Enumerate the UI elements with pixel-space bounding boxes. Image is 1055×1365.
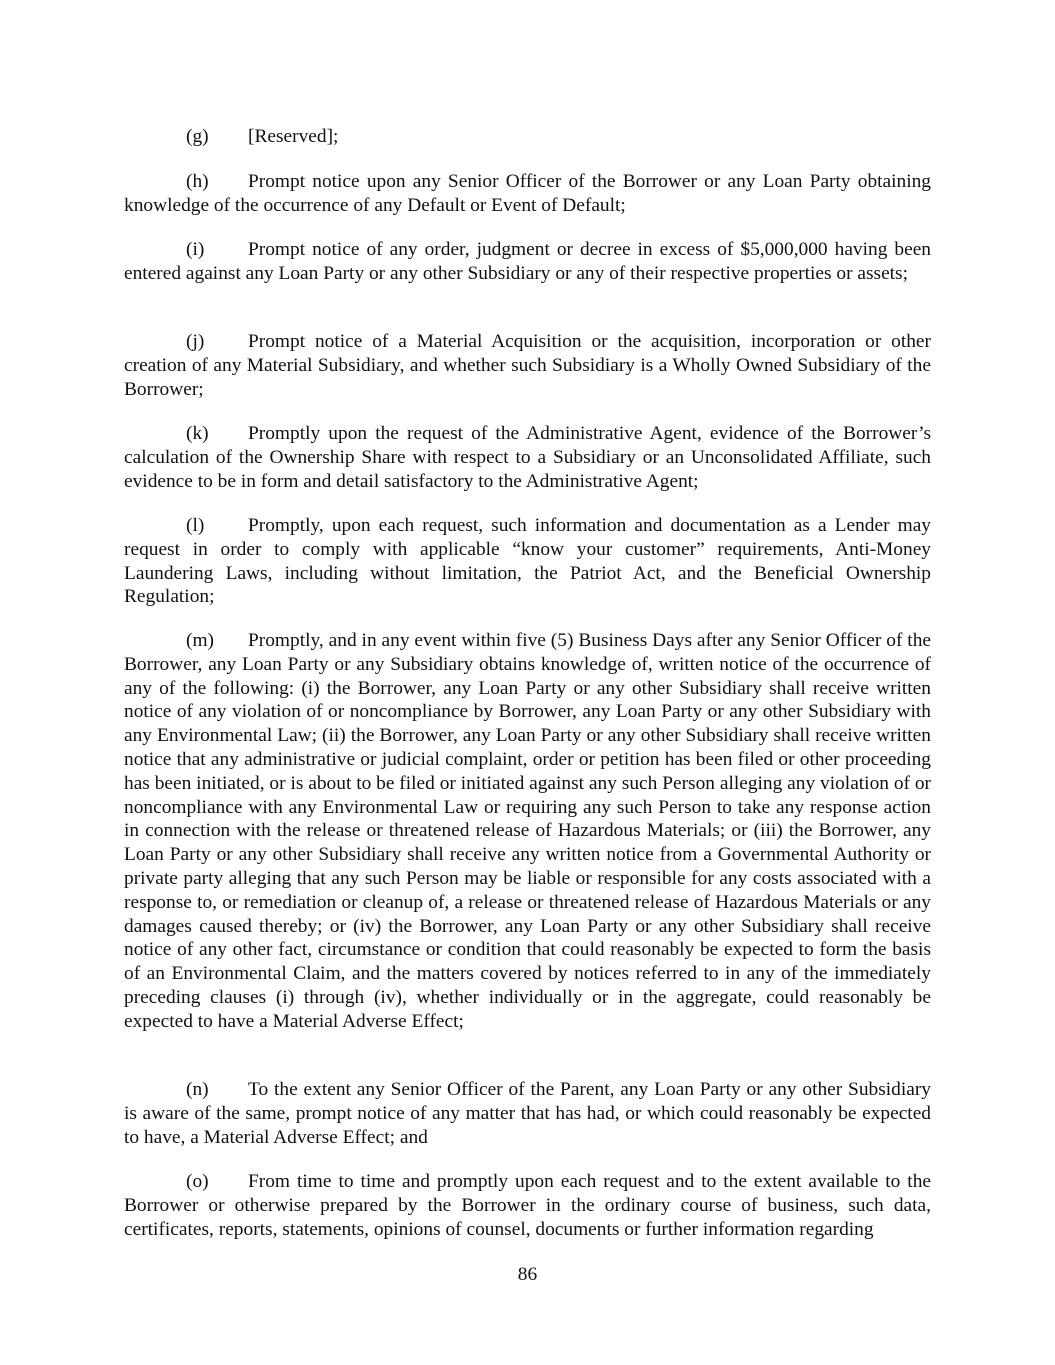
- clause-label: (i): [186, 239, 205, 260]
- clause-label: (m): [186, 630, 214, 651]
- clause-h: [124, 170, 931, 218]
- clause-label: (j): [186, 331, 205, 352]
- clause-text: Prompt notice upon any Senior Officer of the Borrower or any Loan Party obtaining knowledge of the occurrence of any Default or Event of Default;: [124, 171, 931, 216]
- clause-text: Promptly, upon each request, such information and documentation as a Lender may request in order to comply with applicable “know your customer” requirements, Anti-Money Laundering Laws, including without limitation, the Patriot Act, and the Beneficial Ownership Regulation;: [124, 515, 931, 608]
- clause-label: (o): [186, 1171, 209, 1192]
- clause-k: [124, 422, 931, 493]
- clause-n: [124, 1078, 931, 1149]
- clause-label: (l): [186, 515, 205, 536]
- clause-i: [124, 238, 931, 286]
- clause-label: (k): [186, 423, 209, 444]
- clause-label: (g): [186, 126, 209, 147]
- clause-text: To the extent any Senior Officer of the Parent, any Loan Party or any other Subsidiary is aware of the same, prompt notice of any matter that has had, or which could reasonably be expected to have, a Material Adverse Effect; and: [124, 1079, 931, 1148]
- clause-text: Promptly upon the request of the Administrative Agent, evidence of the Borrower’s calculation of the Ownership Share with respect to a Subsidiary or an Unconsolidated Affiliate, such evidence to be in form and detail satisfactory to the Administrative Agent;: [124, 423, 931, 492]
- clause-text: Promptly, and in any event within five (5) Business Days after any Senior Officer of the Borrower, any Loan Party or any Subsidiary obtains knowledge of, written notice of the occurrence of any of the following: (i) the Borrower, any Loan Party or any other Subsidiary shall receive written notice of any violation of or noncompliance by Borrower, any Loan Party or any other Subsidiary with any Environmental Law; (ii) the Borrower, any Loan Party or any other Subsidiary shall receive written notice that any administrative or judicial complaint, order or petition has been filed or other proceeding has been initiated, or is about to be filed or initiated against any such Person alleging any violation of or noncompliance with any Environmental Law or requiring any such Person to take any response action in connection with the release or threatened release of Hazardous Materials; or (iii) the Borrower, any Loan Party or any other Subsidiary shall receive any written notice from a Governmental Authority or private party alleging that any such Person may be liable or responsible for any costs associated with a response to, or remediation or cleanup of, a release or threatened release of Hazardous Materials or any damages caused thereby; or (iv) the Borrower, any Loan Party or any other Subsidiary shall receive notice of any other fact, circumstance or condition that could reasonably be expected to form the basis of an Environmental Claim, and the matters covered by notices referred to in any of the immediately preceding clauses (i) through (iv), whether individually or in the aggregate, could reasonably be expected to have a Material Adverse Effect;: [124, 630, 931, 1032]
- clause-m: [124, 629, 931, 1034]
- clause-j: [124, 330, 931, 401]
- clause-g: [124, 125, 931, 149]
- clause-text: From time to time and promptly upon each request and to the extent available to the Borrower or otherwise prepared by the Borrower in the ordinary course of business, such data, certificates, reports, statements, opinions of counsel, documents or further information regarding: [124, 1171, 931, 1240]
- clause-label: (n): [186, 1079, 209, 1100]
- clause-text: Prompt notice of a Material Acquisition or the acquisition, incorporation or other creation of any Material Subsidiary, and whether such Subsidiary is a Wholly Owned Subsidiary of the Borrower;: [124, 331, 931, 400]
- page-number: 86: [517, 1264, 538, 1285]
- clause-text: Prompt notice of any order, judgment or decree in excess of $5,000,000 having been entered against any Loan Party or any other Subsidiary or any of their respective properties or assets;: [124, 239, 931, 284]
- clause-o: [124, 1170, 931, 1241]
- clause-l: [124, 514, 931, 609]
- clause-label: (h): [186, 171, 209, 192]
- clause-text: [Reserved];: [248, 126, 339, 147]
